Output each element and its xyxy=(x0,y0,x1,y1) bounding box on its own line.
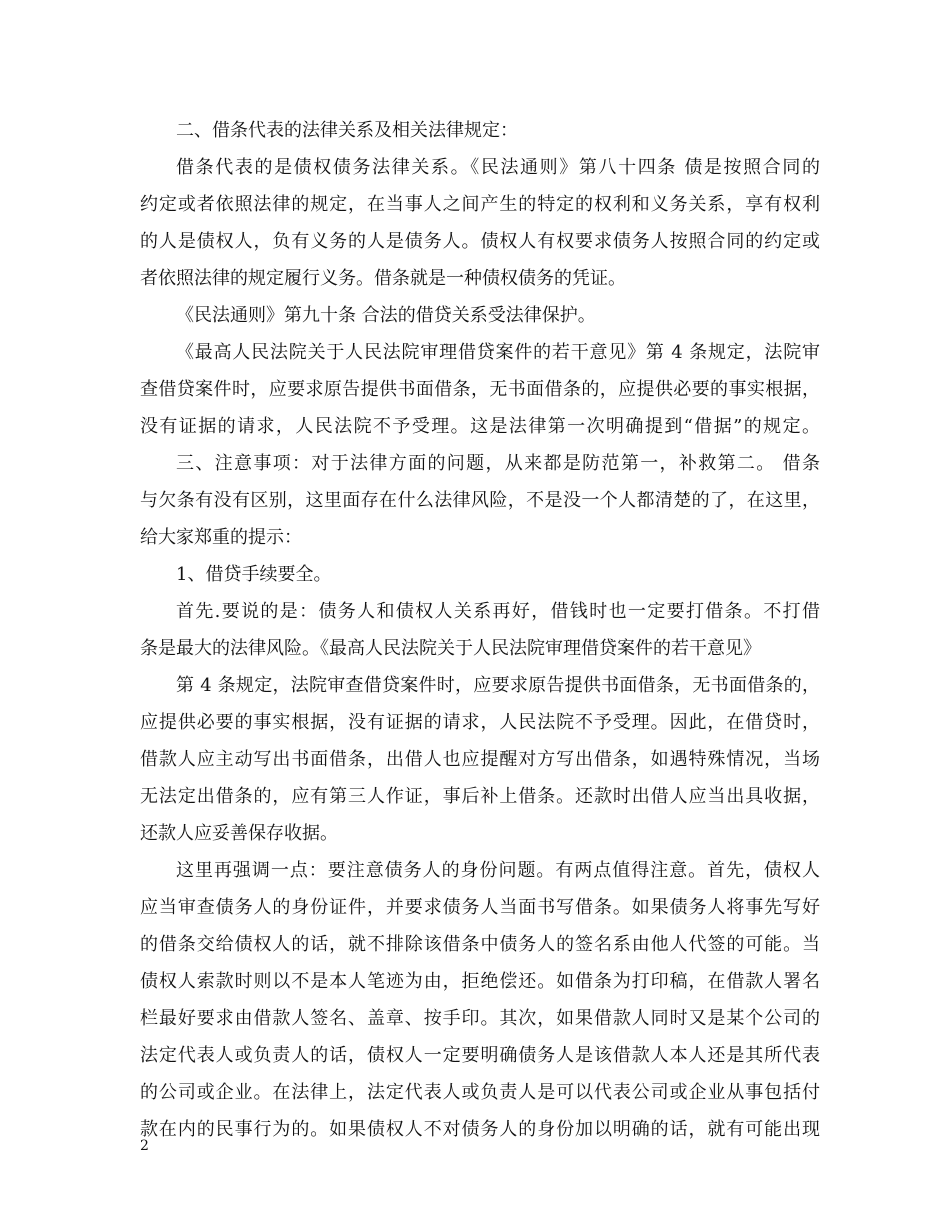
page-number: 2 xyxy=(140,1138,149,1154)
document-body xyxy=(140,112,820,1148)
text-line: 债权人索款时则以不是本人笔迹为由，拒绝偿还。如借条为打印稿，在借款人署名 xyxy=(140,971,820,992)
text-line: 第 4 条规定，法院审查借贷案件时，应要求原告提供书面借条，无书面借条的， xyxy=(176,675,820,696)
text-line: 与欠条有没有区别，这里面存在什么法律风险，不是没一个人都清楚的了，在这里， xyxy=(140,490,820,511)
text-line: 《民法通则》第九十条 合法的借贷关系受法律保护。 xyxy=(176,305,596,326)
text-line: 的借条交给债权人的话，就不排除该借条中债务人的签名系由他人代签的可能。当 xyxy=(140,934,820,955)
text-line: 借条代表的是债权债务法律关系。《民法通则》第八十四条 债是按照合同的 xyxy=(176,157,820,178)
text-line: 借款人应主动写出书面借条，出借人也应提醒对方写出借条，如遇特殊情况，当场 xyxy=(140,749,820,770)
text-line: 《最高人民法院关于人民法院审理借贷案件的若干意见》第 4 条规定，法院审 xyxy=(176,342,820,363)
text-line: 三、注意事项：对于法律方面的问题，从来都是防范第一，补救第二。 借条 xyxy=(176,453,820,474)
text-line: 的人是债权人，负有义务的人是债务人。债权人有权要求债务人按照合同的约定或 xyxy=(140,231,820,252)
text-line: 栏最好要求由借款人签名、盖章、按手印。其次，如果借款人同时又是某个公司的 xyxy=(140,1008,820,1029)
text-line: 二、借条代表的法律关系及相关法律规定： xyxy=(176,120,518,141)
text-line: 无法定出借条的，应有第三人作证，事后补上借条。还款时出借人应当出具收据， xyxy=(140,786,820,807)
text-line: 的公司或企业。在法律上，法定代表人或负责人是可以代表公司或企业从事包括付 xyxy=(140,1082,820,1103)
text-line: 应当审查债务人的身份证件，并要求债务人当面书写借条。如果债务人将事先写好 xyxy=(140,897,820,918)
text-line: 首先.要说的是：债务人和债权人关系再好，借钱时也一定要打借条。不打借 xyxy=(176,601,820,622)
text-line: 条是最大的法律风险。《最高人民法院关于人民法院审理借贷案件的若干意见》 xyxy=(140,638,761,659)
text-line: 法定代表人或负责人的话，债权人一定要明确债务人是该借款人本人还是其所代表 xyxy=(140,1045,820,1066)
text-line: 给大家郑重的提示： xyxy=(140,527,302,548)
text-line: 这里再强调一点：要注意债务人的身份问题。有两点值得注意。首先，债权人 xyxy=(176,860,820,881)
text-line: 查借贷案件时，应要求原告提供书面借条，无书面借条的，应提供必要的事实根据， xyxy=(140,379,820,400)
text-line: 还款人应妥善保存收据。 xyxy=(140,823,338,844)
text-line: 者依照法律的规定履行义务。借条就是一种债权债务的凭证。 xyxy=(140,268,626,289)
text-line: 应提供必要的事实根据，没有证据的请求，人民法院不予受理。因此，在借贷时， xyxy=(140,712,820,733)
text-line: 没有证据的请求，人民法院不予受理。这是法律第一次明确提到“借据”的规定。 xyxy=(140,416,820,437)
text-line: 约定或者依照法律的规定，在当事人之间产生的特定的权利和义务关系，享有权利 xyxy=(140,194,820,215)
text-line: 款在内的民事行为的。如果债权人不对债务人的身份加以明确的话，就有可能出现 xyxy=(140,1119,820,1140)
text-line: 1、借贷手续要全。 xyxy=(176,564,332,585)
